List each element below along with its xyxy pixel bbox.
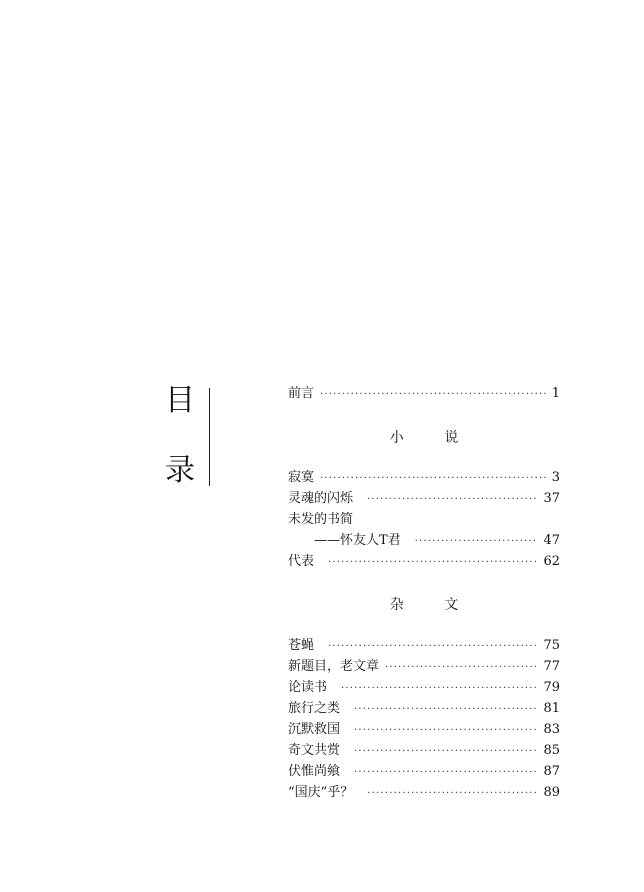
toc-entry[interactable] — [288, 719, 560, 741]
toc-leader-dots — [415, 531, 539, 553]
toc-entry-page: 1 — [551, 386, 560, 401]
toc-entry-page: 89 — [543, 785, 560, 800]
toc-entry[interactable] — [288, 782, 560, 804]
toc-entry[interactable] — [288, 677, 560, 699]
toc-entry-page: 85 — [543, 743, 560, 758]
toc-leader-dots — [354, 720, 538, 742]
toc-leader-dots — [385, 657, 538, 679]
toc-title-char: 目 — [165, 383, 195, 418]
toc-leader-dots — [341, 678, 538, 700]
toc-leader-dots — [328, 636, 538, 658]
toc-entry-title: 苍蝇 — [288, 638, 315, 653]
toc-entry-page: 62 — [543, 554, 560, 569]
toc-entry-title: 寂寞 — [288, 470, 315, 485]
section-heading-novels: 小 说 — [389, 430, 477, 446]
toc-leader-dots — [367, 489, 538, 511]
toc-title-char: 录 — [165, 453, 195, 488]
toc-leader-dots — [354, 741, 538, 763]
toc-entry[interactable] — [288, 761, 560, 783]
toc-entry-title: 伏惟尚飨 — [288, 764, 341, 779]
toc-entry-page: 83 — [543, 722, 560, 737]
toc-entry-title: 未发的书简 — [288, 512, 354, 527]
toc-leader-dots — [320, 468, 547, 490]
toc-entry-preface[interactable] — [288, 383, 560, 405]
toc-entry-page: 87 — [543, 764, 560, 779]
toc-leader-dots — [328, 552, 538, 574]
toc-leader-dots — [354, 762, 538, 784]
toc-entry-page: 3 — [551, 470, 560, 485]
toc-entry-title: “国庆”乎？ — [288, 785, 354, 800]
toc-entry-title: 代表 — [288, 554, 315, 569]
toc-entry-title: 前言 — [288, 386, 315, 401]
toc-entry-subtitle[interactable] — [288, 530, 560, 552]
toc-entry-page: 77 — [543, 659, 560, 674]
toc-entry-title: 奇文共赏 — [288, 743, 341, 758]
toc-entry-page: 79 — [543, 680, 560, 695]
toc-entry[interactable] — [288, 656, 560, 678]
toc-leader-dots — [354, 699, 538, 721]
vertical-divider — [209, 388, 210, 486]
toc-entry-page: 47 — [543, 533, 560, 548]
toc-entry-page: 75 — [543, 638, 560, 653]
toc-entry[interactable] — [288, 488, 560, 510]
toc-entry-title: 论读书 — [288, 680, 328, 695]
toc-entry-title: 灵魂的闪烁 — [288, 491, 354, 506]
toc-entry-title: 新题目，老文章 — [288, 659, 380, 674]
toc-entry-title: 旅行之类 — [288, 701, 341, 716]
toc-entry[interactable] — [288, 698, 560, 720]
toc-entry-title: ——怀友人T君 — [314, 533, 401, 548]
toc-leader-dots — [320, 384, 547, 406]
toc-entry[interactable] — [288, 740, 560, 762]
toc-entry-page: 37 — [543, 491, 560, 506]
toc-entry[interactable] — [288, 509, 560, 531]
toc-entry[interactable] — [288, 467, 560, 489]
toc-entry[interactable] — [288, 635, 560, 657]
section-heading-essays: 杂 文 — [389, 597, 477, 613]
toc-entry[interactable] — [288, 551, 560, 573]
toc-entry-title: 沉默救国 — [288, 722, 341, 737]
toc-leader-dots — [367, 783, 538, 805]
toc-entry-page: 81 — [543, 701, 560, 716]
